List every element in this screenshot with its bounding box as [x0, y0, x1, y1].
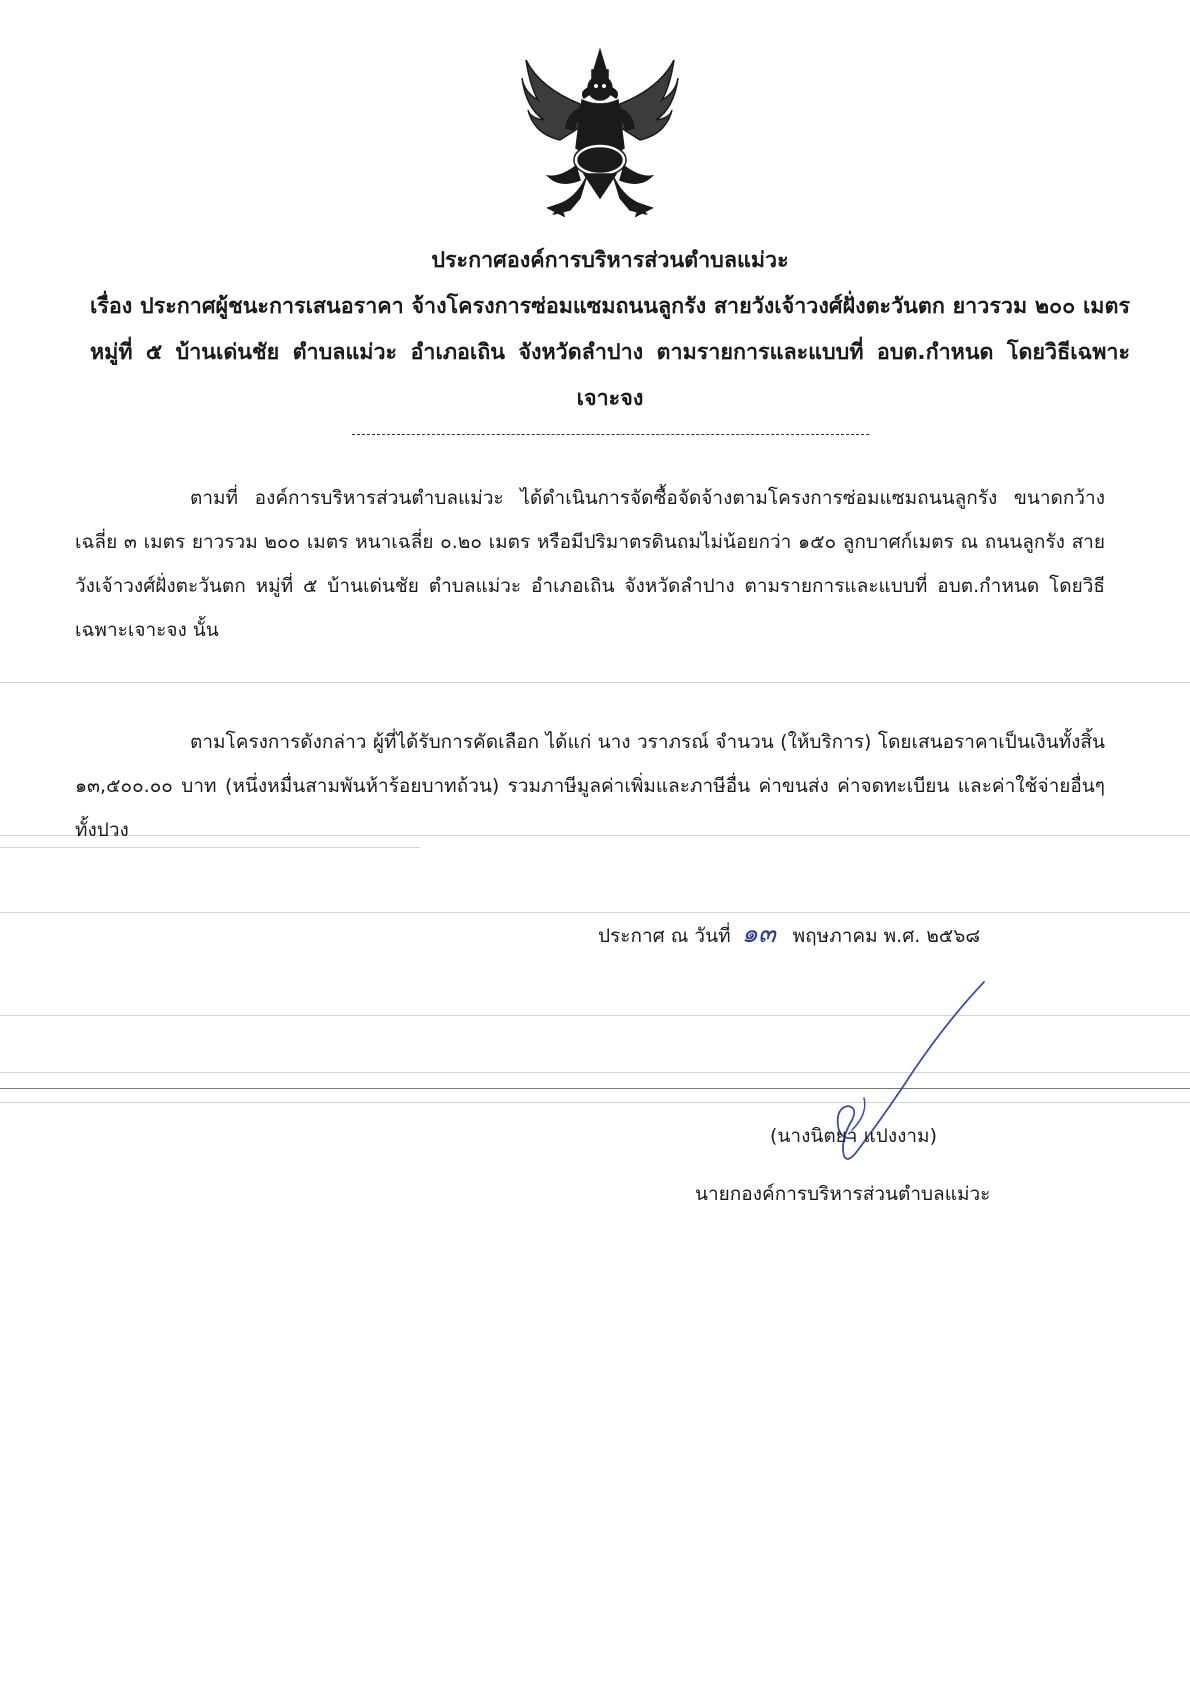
announcement-header	[90, 238, 1130, 422]
body-paragraph-2: ตามโครงการดังกล่าว ผู้ที่ได้รับการคัดเลือก ได้แก่ นาง วราภรณ์ จำนวน (ให้บริการ) โดยเสนอราคาเป็นเงินทั้งสิ้น ๑๓,๕๐๐.๐๐ บาท (หนึ่งหมื่นสามพันห้าร้อยบาทถ้วน) รวมภาษีมูลค่าเพิ่มและภาษีอื่น ค่าขนส่ง ค่าจดทะเบียน และค่าใช้จ่ายอื่นๆ ทั้งปวง	[75, 731, 1105, 841]
body-paragraph-1: ตามที่ องค์การบริหารส่วนตำบลแม่วะ ได้ดำเนินการจัดซื้อจัดจ้างตามโครงการซ่อมแซมถนนลูกรัง ขนาดกว้างเฉลี่ย ๓ เมตร ยาวรวม ๒๐๐ เมตร หนาเฉลี่ย ๐.๒๐ เมตร หรือมีปริมาตรดินถมไม่น้อยกว่า ๑๕๐ ลูกบาศก์เมตร ณ ถนนลูกรัง สายวังเจ้าวงศ์ฝั่งตะวันตก หมู่ที่ ๕ บ้านเด่นชัย ตำบลแม่วะ อำเภอเถิน จังหวัดลำปาง ตามรายการและแบบที่ อบต.กำหนด โดยวิธีเฉพาะเจาะจง นั้น	[75, 487, 1105, 641]
scan-artifact-line	[0, 1015, 1190, 1016]
signer-name: (นางนิตยา แปงงาม)	[770, 1125, 937, 1147]
date-month-year: พฤษภาคม พ.ศ. ๒๕๖๘	[792, 925, 980, 947]
section-divider	[352, 434, 869, 435]
scan-artifact-line	[0, 1088, 1190, 1089]
organization-title: ประกาศองค์การบริหารส่วนตำบลแม่วะ	[431, 248, 789, 273]
scan-artifact-line	[0, 1102, 1190, 1103]
signer-position: นายกองค์การบริหารส่วนตำบลแม่วะ	[695, 1183, 991, 1205]
date-prefix: ประกาศ ณ วันที่	[598, 925, 731, 947]
announcement-date	[598, 912, 980, 958]
scan-artifact-line	[0, 1072, 1190, 1073]
handwritten-day: ๑๓	[741, 919, 776, 949]
garuda-emblem-icon	[520, 48, 680, 220]
scan-artifact-line	[0, 682, 1190, 683]
announcement-subject: เรื่อง ประกาศผู้ชนะการเสนอราคา จ้างโครงการซ่อมแซมถนนลูกรัง สายวังเจ้าวงศ์ฝั่งตะวันตก ยาวรวม ๒๐๐ เมตร หมู่ที่ ๕ บ้านเด่นชัย ตำบลแม่วะ อำเภอเถิน จังหวัดลำปาง ตามรายการและแบบที่ อบต.กำหนด โดยวิธีเฉพาะเจาะจง	[90, 294, 1130, 411]
scan-artifact-line	[0, 912, 1190, 913]
